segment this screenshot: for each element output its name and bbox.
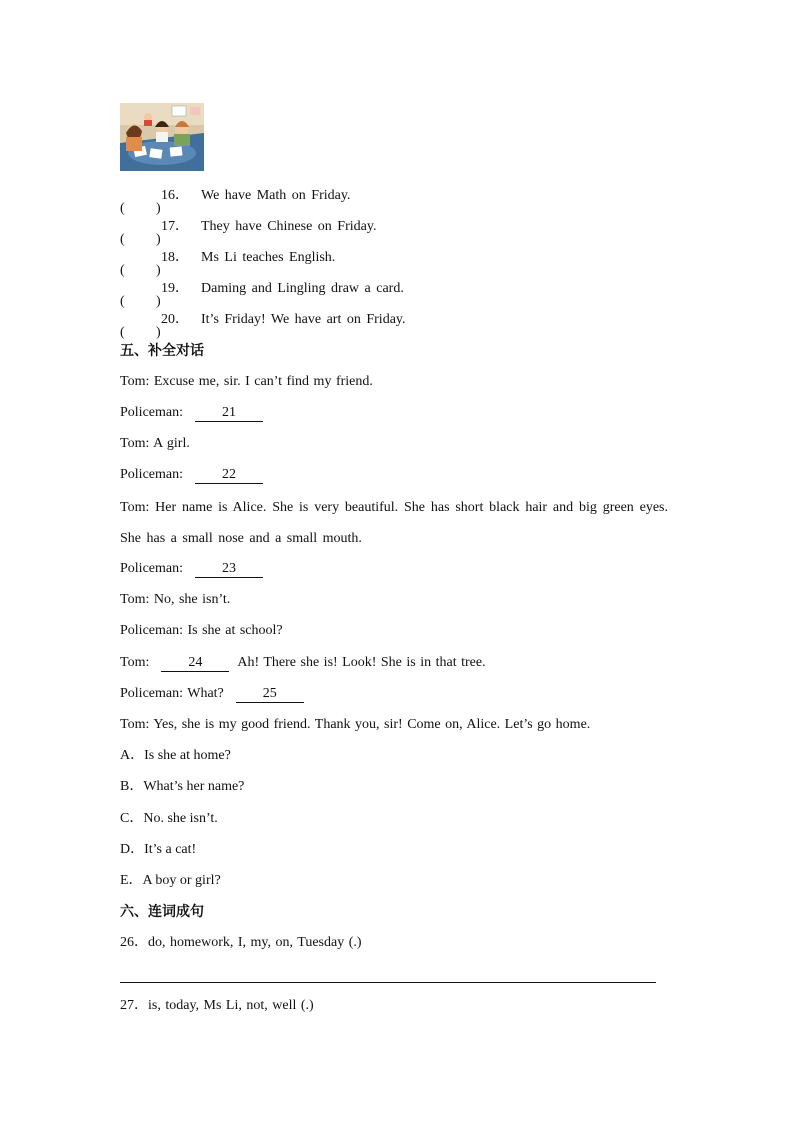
question-text: Ms Li teaches English. — [201, 250, 336, 265]
dialogue-line-blank-23 — [120, 559, 263, 579]
dialogue-paragraph: Tom: Her name is Alice. She is very beautiful. She has short black hair and big green eyes. She has a small nose and a small mouth. — [120, 500, 668, 546]
question-text: They have Chinese on Friday. — [201, 219, 377, 234]
option-d: D．It’s a cat! — [120, 842, 197, 857]
judge-item-17: ( ) 17． They have Chinese on Friday. — [120, 219, 377, 247]
question-number: 17． — [161, 219, 189, 234]
dialogue-line: Tom: A girl. — [120, 436, 190, 451]
question-text: It’s Friday! We have art on Friday. — [201, 312, 406, 327]
speaker-label: Policeman: — [120, 405, 183, 420]
dialogue-text: Ah! There she is! Look! She is in that tree. — [237, 655, 486, 670]
speaker-label: Policeman: What? — [120, 686, 224, 701]
judge-item-18: ( ) 18． Ms Li teaches English. — [120, 250, 336, 278]
answer-blank-25[interactable]: 25 — [236, 686, 304, 703]
dialogue-line: Tom: Excuse me, sir. I can’t find my friend. — [120, 374, 373, 389]
judge-item-20: ( ) 20． It’s Friday! We have art on Friday. — [120, 312, 406, 340]
option-b: B．What’s her name? — [120, 779, 245, 794]
answer-blank-21[interactable]: 21 — [195, 405, 263, 422]
question-number: 19． — [161, 281, 189, 296]
dialogue-line: Tom: Yes, she is my good friend. Thank you, sir! Come on, Alice. Let’s go home. — [120, 717, 591, 732]
answer-blank-24[interactable]: 24 — [161, 655, 229, 672]
answer-line-26[interactable] — [120, 982, 656, 983]
classroom-illustration — [120, 103, 204, 171]
option-e: E．A boy or girl? — [120, 873, 221, 888]
question-text: Daming and Lingling draw a card. — [201, 281, 404, 296]
judge-item-19: ( ) 19． Daming and Lingling draw a card. — [120, 281, 404, 309]
answer-blank-23[interactable]: 23 — [195, 561, 263, 578]
section-title-dialogue: 五、补全对话 — [120, 343, 204, 359]
question-text: We have Math on Friday. — [201, 188, 351, 203]
question-27: 27．is, today, Ms Li, not, well (.) — [120, 998, 314, 1013]
section-title-sentence-building: 六、连词成句 — [120, 904, 204, 920]
question-number: 20． — [161, 312, 189, 327]
dialogue-line-blank-22 — [120, 465, 263, 485]
question-number: 16． — [161, 188, 189, 203]
dialogue-line: Tom: No, she isn’t. — [120, 592, 231, 607]
option-a: A．Is she at home? — [120, 748, 231, 763]
speaker-label: Tom: — [120, 655, 150, 670]
dialogue-line: Policeman: Is she at school? — [120, 623, 283, 638]
dialogue-line-blank-24 — [120, 653, 486, 673]
option-c: C．No. she isn’t. — [120, 811, 218, 826]
question-26: 26．do, homework, I, my, on, Tuesday (.) — [120, 935, 362, 950]
answer-blank-22[interactable]: 22 — [195, 467, 263, 484]
speaker-label: Policeman: — [120, 561, 183, 576]
question-number: 18． — [161, 250, 189, 265]
speaker-label: Policeman: — [120, 467, 183, 482]
dialogue-line-blank-25 — [120, 684, 304, 704]
judge-item-16: ( ) 16． We have Math on Friday. — [120, 188, 351, 216]
dialogue-line-blank-21 — [120, 403, 263, 423]
